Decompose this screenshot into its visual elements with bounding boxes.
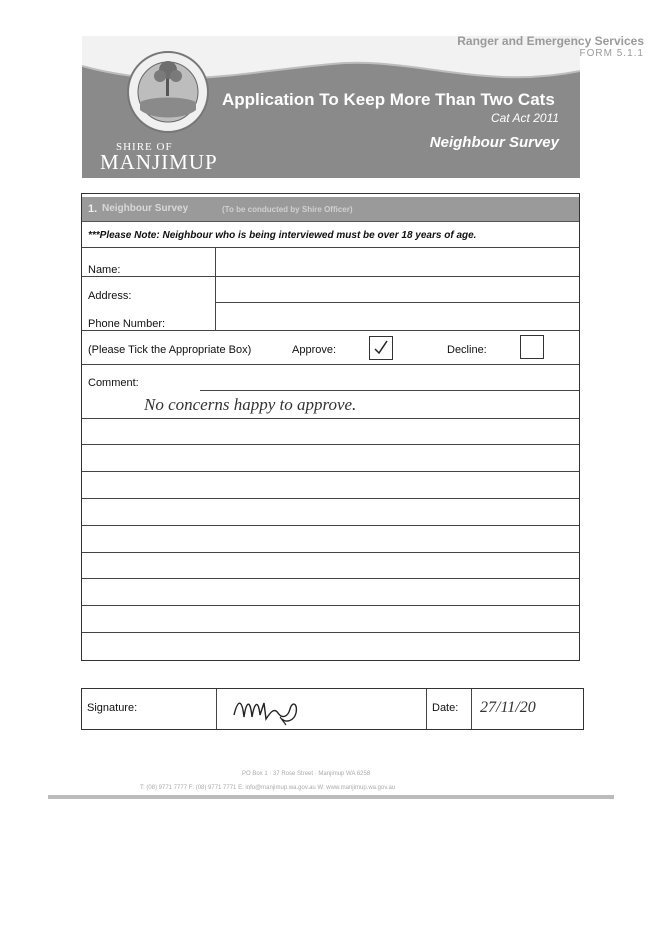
form-number: FORM 5.1.1 — [579, 48, 644, 59]
form-title: Application To Keep More Than Two Cats — [222, 90, 555, 109]
section-note: (To be conducted by Shire Officer) — [222, 205, 353, 214]
address-field[interactable] — [216, 302, 579, 303]
phone-label: Phone Number: — [88, 318, 166, 330]
comment-line — [82, 525, 579, 526]
survey-form — [81, 193, 580, 661]
divider — [216, 689, 217, 729]
decline-checkbox[interactable] — [520, 335, 544, 359]
comment-line — [82, 578, 579, 579]
approve-label: Approve: — [292, 344, 337, 356]
address-label: Address: — [88, 290, 132, 302]
footer-rule — [48, 795, 614, 799]
divider — [471, 689, 472, 729]
decline-label: Decline: — [447, 344, 487, 356]
comment-line — [82, 605, 579, 606]
comment-line — [82, 552, 579, 553]
section-number: 1. — [88, 203, 98, 215]
tick-instruction: (Please Tick the Appropriate Box) — [88, 344, 252, 356]
divider — [426, 689, 427, 729]
comment-line — [82, 498, 579, 499]
age-note: ***Please Note: Neighbour who is being interviewed must be over 18 years of age. — [88, 230, 477, 241]
logo-shire-text: SHIRE OF — [116, 141, 173, 153]
service-name: Ranger and Emergency Services — [457, 34, 644, 48]
name-field[interactable] — [82, 276, 579, 277]
comment-line — [82, 418, 579, 419]
comment-label: Comment: — [88, 377, 139, 389]
shire-seal-icon — [126, 50, 210, 134]
signature-label: Signature: — [87, 702, 138, 714]
approve-checkbox[interactable] — [369, 336, 393, 360]
act-name: Cat Act 2011 — [490, 111, 559, 125]
signature-box — [81, 688, 584, 730]
date-value[interactable]: 27/11/20 — [480, 699, 536, 716]
divider — [82, 247, 579, 248]
comment-line — [200, 390, 579, 391]
footer-contact: T: (08) 9771 7777 F: (08) 9771 7771 E: info@manjimup.wa.gov.au W: www.manjimup.wa.gov.au — [140, 785, 396, 791]
divider — [82, 364, 579, 365]
comment-line — [82, 471, 579, 472]
comment-line — [82, 444, 579, 445]
label-column-divider — [215, 248, 216, 330]
comment-line — [82, 632, 579, 633]
phone-field[interactable] — [82, 330, 579, 331]
name-label: Name: — [88, 264, 121, 276]
logo-manjimup-text: MANJIMUP — [100, 150, 218, 174]
footer-address: PO Box 1 · 37 Rose Street · Manjimup WA 6258 — [242, 771, 371, 777]
date-label: Date: — [432, 702, 459, 714]
section-label: Neighbour Survey — [102, 203, 189, 214]
check-mark-icon — [370, 337, 392, 359]
signature-scribble[interactable] — [230, 693, 310, 727]
comment-handwriting[interactable]: No concerns happy to approve. — [144, 395, 357, 414]
survey-title: Neighbour Survey — [429, 134, 559, 151]
section-header — [82, 197, 579, 222]
